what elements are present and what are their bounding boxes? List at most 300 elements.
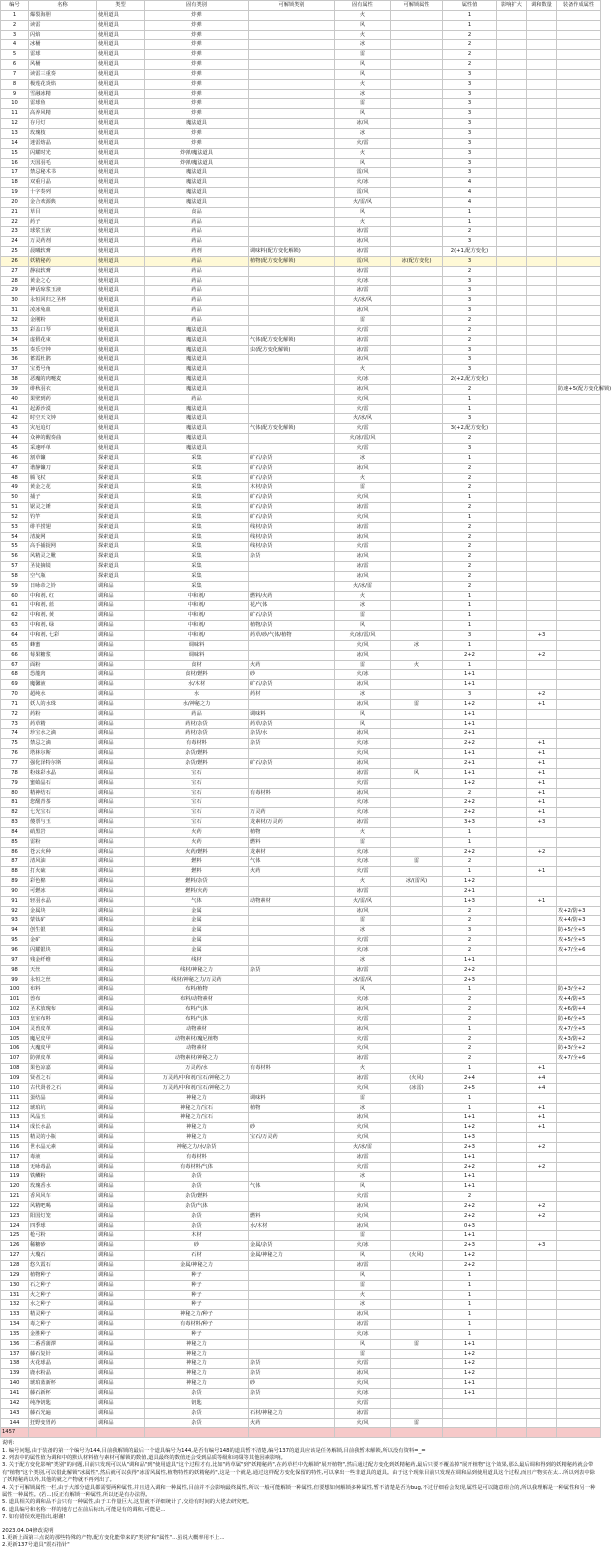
table-cell: [249, 1270, 335, 1280]
table-cell: 杂货: [249, 1369, 335, 1379]
table-cell: 火/雷: [335, 778, 391, 788]
table-cell: [391, 916, 443, 926]
table-cell: [249, 286, 335, 296]
table-row: [1, 591, 601, 601]
table-cell: [497, 296, 527, 306]
table-cell: 调和品: [97, 1329, 145, 1339]
table-cell: [557, 316, 601, 326]
table-cell: [527, 562, 557, 572]
column-header: 装备作成属性: [557, 1, 601, 11]
table-row: [1, 1398, 601, 1408]
table-row: [1, 1221, 601, 1231]
table-cell: [557, 581, 601, 591]
table-cell: 风: [335, 158, 391, 168]
table-cell: [497, 1182, 527, 1192]
table-cell: 永恒回归之圣杯: [29, 296, 97, 306]
table-cell: 88: [1, 867, 29, 877]
table-cell: [527, 1034, 557, 1044]
table-row: [1, 670, 601, 680]
table-row: [1, 453, 601, 463]
table-cell: 调和品: [97, 1162, 145, 1172]
table-cell: 冰/雷: [335, 562, 391, 572]
table-cell: [527, 483, 557, 493]
table-cell: 3: [443, 148, 497, 158]
table-cell: +2: [527, 690, 557, 700]
table-cell: 使用道具: [97, 286, 145, 296]
table-cell: 调和品: [97, 1093, 145, 1103]
table-cell: 调和品: [97, 611, 145, 621]
table-cell: [249, 946, 335, 956]
table-cell: 2+2: [443, 739, 497, 749]
notes-section: [0, 1438, 600, 1550]
table-cell: 调和品: [97, 808, 145, 818]
table-cell: 杂货: [145, 1211, 249, 1221]
table-cell: [391, 896, 443, 906]
table-cell: [249, 266, 335, 276]
summary-cell: [497, 1428, 527, 1438]
table-cell: 永恒之丝: [29, 975, 97, 985]
table-cell: [497, 217, 527, 227]
table-cell: 2+2: [443, 1261, 497, 1271]
table-cell: [391, 1201, 443, 1211]
table-cell: 2+3: [443, 1142, 497, 1152]
table-cell: 调和品: [97, 680, 145, 690]
table-cell: 1+1: [443, 1379, 497, 1389]
table-row: [1, 256, 601, 266]
table-cell: 炸弹: [145, 60, 249, 70]
table-cell: [249, 325, 335, 335]
table-cell: 禁忌秘术书: [29, 168, 97, 178]
table-cell: 调和品: [97, 1261, 145, 1271]
table-cell: 杂货: [145, 1408, 249, 1418]
table-cell: 2: [443, 503, 497, 513]
table-cell: [391, 837, 443, 847]
table-cell: 防速+5(配方变化解锁): [557, 384, 601, 394]
table-cell: 中和剂, 红: [29, 591, 97, 601]
table-cell: [557, 955, 601, 965]
table-cell: 126: [1, 1241, 29, 1251]
table-cell: 圣徒摘镜: [29, 562, 97, 572]
table-cell: 金合欢源典: [29, 197, 97, 207]
table-cell: 雷: [335, 483, 391, 493]
table-cell: 炸弹: [145, 30, 249, 40]
table-cell: [527, 1369, 557, 1379]
table-cell: 1: [443, 867, 497, 877]
table-cell: 动物素材: [145, 1044, 249, 1054]
table-cell: 粉妹彩水晶: [29, 768, 97, 778]
table-cell: 药品: [145, 227, 249, 237]
table-cell: [391, 1280, 443, 1290]
table-cell: [557, 247, 601, 257]
table-cell: +1: [527, 1123, 557, 1133]
table-cell: [497, 158, 527, 168]
table-cell: 雷球鱼: [29, 99, 97, 109]
table-cell: [527, 936, 557, 946]
table-cell: [249, 886, 335, 896]
table-cell: 燃料: [249, 837, 335, 847]
table-row: [1, 1182, 601, 1192]
table-cell: [557, 227, 601, 237]
table-cell: [391, 394, 443, 404]
table-cell: [497, 89, 527, 99]
note-line: 1. 编号问题,由于装备的第一个编号为144,目前我解锁的最后一个道具编号为144,是否有编号148的道具暂不清楚,编号137的道具应该是任务解锁,目前我暂未解锁,所以没有资料=_=: [2, 1447, 426, 1454]
table-cell: [557, 1221, 601, 1231]
table-cell: 冰/雷: [335, 818, 391, 828]
table-cell: 雷球: [29, 50, 97, 60]
table-cell: 89: [1, 877, 29, 887]
table-row: [1, 729, 601, 739]
table-cell: 冰/风: [335, 1024, 391, 1034]
table-cell: [557, 699, 601, 709]
table-cell: [497, 591, 527, 601]
table-cell: 1+1: [443, 1182, 497, 1192]
table-cell: [557, 1379, 601, 1389]
table-cell: [557, 1162, 601, 1172]
table-cell: [527, 532, 557, 542]
table-cell: 火: [335, 473, 391, 483]
table-cell: 冰/雷: [335, 247, 391, 257]
table-cell: 风: [335, 985, 391, 995]
table-row: [1, 1379, 601, 1389]
table-cell: [497, 1083, 527, 1093]
table-cell: 108: [1, 1064, 29, 1074]
table-cell: 魔馨液: [29, 680, 97, 690]
table-cell: 打火硫: [29, 867, 97, 877]
table-cell: 调和品: [97, 886, 145, 896]
table-cell: 成长水晶: [29, 1123, 97, 1133]
table-cell: 25: [1, 247, 29, 257]
table-row: [1, 345, 601, 355]
table-cell: [391, 404, 443, 414]
table-cell: [527, 424, 557, 434]
table-row: [1, 877, 601, 887]
table-row: [1, 611, 601, 621]
table-cell: [391, 1093, 443, 1103]
table-cell: [557, 473, 601, 483]
table-row: [1, 798, 601, 808]
table-cell: +2: [527, 1142, 557, 1152]
table-cell: 冰/(雷风): [391, 877, 443, 887]
table-cell: 2+2: [443, 1162, 497, 1172]
table-cell: [497, 345, 527, 355]
table-cell: 金刚粉: [29, 316, 97, 326]
table-cell: [391, 375, 443, 385]
table-cell: 药品: [145, 266, 249, 276]
table-cell: 调和品: [97, 1270, 145, 1280]
table-cell: 万灵药/水: [145, 1064, 249, 1074]
table-cell: 调和品: [97, 690, 145, 700]
table-cell: 冰/雷: [335, 266, 391, 276]
table-cell: 3: [443, 128, 497, 138]
table-cell: 调和品: [97, 650, 145, 660]
table-cell: +3: [527, 631, 557, 641]
table-cell: [557, 109, 601, 119]
table-cell: [497, 1123, 527, 1133]
table-cell: 调和品: [97, 1408, 145, 1418]
table-cell: [391, 680, 443, 690]
table-cell: 1+2: [443, 1349, 497, 1359]
table-row: [1, 217, 601, 227]
table-cell: [527, 965, 557, 975]
table-cell: [527, 266, 557, 276]
table-cell: 111: [1, 1093, 29, 1103]
table-cell: 火: [335, 827, 391, 837]
table-cell: [557, 896, 601, 906]
table-cell: 药品: [145, 394, 249, 404]
table-cell: 冰/风: [335, 1369, 391, 1379]
table-cell: 燃料/杂货: [145, 877, 249, 887]
table-cell: [557, 394, 601, 404]
table-cell: 61: [1, 601, 29, 611]
table-cell: 读雷三重奏: [29, 69, 97, 79]
table-row: [1, 906, 601, 916]
table-cell: [391, 483, 443, 493]
table-cell: [527, 1044, 557, 1054]
table-cell: 蓄霞杜鹃: [29, 355, 97, 365]
table-cell: 石之种子: [29, 1280, 97, 1290]
table-cell: [527, 571, 557, 581]
table-cell: [527, 1172, 557, 1182]
table-cell: [527, 404, 557, 414]
table-cell: 80: [1, 788, 29, 798]
table-cell: [497, 1251, 527, 1261]
table-cell: +1: [527, 1064, 557, 1074]
table-cell: 74: [1, 729, 29, 739]
table-cell: 矿石/杂货: [249, 611, 335, 621]
table-cell: 冰/风: [335, 1310, 391, 1320]
table-cell: [557, 522, 601, 532]
table-cell: 2+5: [443, 1083, 497, 1093]
table-cell: [527, 601, 557, 611]
table-row: [1, 463, 601, 473]
table-cell: 火药: [145, 837, 249, 847]
table-cell: 3: [443, 345, 497, 355]
table-cell: 杂货/水: [249, 729, 335, 739]
table-cell: 调和品: [97, 1044, 145, 1054]
table-row: [1, 424, 601, 434]
column-header: 影响扩大: [497, 1, 527, 11]
table-cell: 62: [1, 611, 29, 621]
table-cell: 矿石/杂货: [249, 453, 335, 463]
table-cell: [249, 1083, 335, 1093]
table-cell: [391, 1270, 443, 1280]
table-cell: 攻+2/防+3: [557, 906, 601, 916]
table-cell: 调和品: [97, 1024, 145, 1034]
table-cell: 攻+3/防+2: [557, 1034, 601, 1044]
table-cell: 果色凉嘉: [29, 1064, 97, 1074]
table-cell: 2(+2,配方变化): [443, 375, 497, 385]
table-cell: 金胜种子: [29, 1329, 97, 1339]
table-cell: [391, 1211, 443, 1221]
table-cell: [557, 79, 601, 89]
table-cell: 探索道具: [97, 552, 145, 562]
table-cell: 调和品: [97, 1280, 145, 1290]
table-cell: 2: [443, 1054, 497, 1064]
table-cell: 使用道具: [97, 325, 145, 335]
table-cell: [557, 591, 601, 601]
table-cell: [391, 1349, 443, 1359]
table-cell: [557, 1073, 601, 1083]
table-cell: [249, 1310, 335, 1320]
table-cell: 龙素材/万灵药: [249, 818, 335, 828]
table-cell: 冰/风: [335, 699, 391, 709]
table-cell: 采集: [145, 503, 249, 513]
table-cell: 使用道具: [97, 128, 145, 138]
table-cell: 127: [1, 1251, 29, 1261]
table-cell: 使用道具: [97, 424, 145, 434]
table-cell: +1: [527, 699, 557, 709]
table-cell: 使用道具: [97, 296, 145, 306]
table-cell: 魔法道具: [145, 345, 249, 355]
table-cell: [249, 306, 335, 316]
table-cell: [527, 296, 557, 306]
table-cell: 2: [443, 946, 497, 956]
table-cell: 47: [1, 463, 29, 473]
table-cell: 火/冰: [335, 1329, 391, 1339]
table-cell: 日咏帝之铃: [29, 581, 97, 591]
table-cell: 杂货: [249, 739, 335, 749]
table-cell: 4: [1, 40, 29, 50]
table-cell: 1: [443, 660, 497, 670]
table-cell: 火/风: [335, 1083, 391, 1093]
table-cell: 药品: [145, 256, 249, 266]
table-cell: 雷/风: [335, 256, 391, 266]
table-cell: [497, 1359, 527, 1369]
table-cell: [527, 463, 557, 473]
table-cell: 中和剂, 蓝: [29, 601, 97, 611]
table-cell: 调和品: [97, 1241, 145, 1251]
table-cell: [557, 483, 601, 493]
table-cell: [497, 1231, 527, 1241]
table-cell: 火/风: [335, 1379, 391, 1389]
table-cell: [391, 827, 443, 837]
table-cell: [497, 79, 527, 89]
table-cell: 草目: [29, 207, 97, 217]
table-cell: 植物种子: [29, 1270, 97, 1280]
table-cell: 2+1: [443, 729, 497, 739]
table-cell: [497, 896, 527, 906]
table-cell: 魔法道具: [145, 188, 249, 198]
table-cell: +4: [527, 1073, 557, 1083]
table-cell: 矿石/杂货: [249, 758, 335, 768]
table-cell: [391, 1142, 443, 1152]
table-cell: 调和品: [97, 1339, 145, 1349]
table-cell: [249, 1192, 335, 1202]
table-cell: 火/风: [335, 1211, 391, 1221]
summary-row: [1, 1428, 601, 1438]
table-row: [1, 1300, 601, 1310]
table-cell: [527, 955, 557, 965]
table-cell: [497, 965, 527, 975]
table-cell: [249, 768, 335, 778]
table-row: [1, 109, 601, 119]
table-cell: 4: [443, 178, 497, 188]
table-cell: [557, 286, 601, 296]
table-cell: 冰: [335, 926, 391, 936]
table-cell: 调和品: [97, 1251, 145, 1261]
table-cell: [249, 1014, 335, 1024]
table-row: [1, 778, 601, 788]
table-cell: 24: [1, 237, 29, 247]
table-cell: +2: [527, 1201, 557, 1211]
table-cell: 3: [443, 99, 497, 109]
table-cell: 探索道具: [97, 562, 145, 572]
table-cell: [557, 1113, 601, 1123]
table-cell: 6: [1, 60, 29, 70]
table-cell: 神秘之力: [145, 1133, 249, 1143]
table-row: [1, 1034, 601, 1044]
table-cell: [497, 414, 527, 424]
table-cell: 2: [443, 463, 497, 473]
table-cell: 残金纤维: [29, 955, 97, 965]
table-cell: [497, 1142, 527, 1152]
table-cell: [497, 1320, 527, 1330]
table-cell: 调和品: [97, 1320, 145, 1330]
table-cell: 火: [335, 1290, 391, 1300]
table-cell: 神秘之力: [145, 1349, 249, 1359]
table-cell: 调和品: [97, 640, 145, 650]
table-cell: 毒之种子: [29, 1320, 97, 1330]
table-cell: 万灵药剂: [29, 237, 97, 247]
table-cell: [497, 276, 527, 286]
table-cell: +2: [527, 847, 557, 857]
table-cell: 果壁到药: [29, 394, 97, 404]
table-cell: [527, 217, 557, 227]
table-row: [1, 699, 601, 709]
table-cell: [391, 217, 443, 227]
table-cell: 采速呼单: [29, 443, 97, 453]
table-cell: +1: [527, 1113, 557, 1123]
table-cell: 27: [1, 266, 29, 276]
table-cell: [557, 778, 601, 788]
table-row: [1, 20, 601, 30]
table-cell: 雷/风: [335, 168, 391, 178]
table-cell: 132: [1, 1300, 29, 1310]
table-cell: 104: [1, 1024, 29, 1034]
table-cell: [527, 355, 557, 365]
table-cell: 火/冰/风: [335, 414, 391, 424]
table-cell: [557, 1418, 601, 1428]
table-cell: 冰/风: [335, 788, 391, 798]
table-cell: [557, 768, 601, 778]
table-cell: [391, 690, 443, 700]
table-cell: [557, 690, 601, 700]
table-cell: [391, 296, 443, 306]
table-cell: 药材/杂货: [145, 719, 249, 729]
table-cell: 2: [443, 1005, 497, 1015]
table-cell: [557, 965, 601, 975]
table-cell: 金属/杂货: [249, 1241, 335, 1251]
note-line: 4. 关于可解锁属性一栏,由于大部分道具都需要两种属性,并且进入调和一种属性,目前并不会影响最终属性,所以一般可能解锁一种属性,但要想如何解锁多种属性,暂不清楚是否为bug,不过仔细看会发现,属性是可以随意组合的,所以我理解是一种属性和另一种属性一种属性。(若...)反正有解锁一种属性,所以还是有办法得。: [2, 1484, 596, 1499]
table-cell: [249, 384, 335, 394]
table-cell: 炸弹: [145, 79, 249, 89]
table-cell: 76: [1, 749, 29, 759]
table-cell: 调和品: [97, 1310, 145, 1320]
table-cell: 使用道具: [97, 217, 145, 227]
table-cell: 金属: [145, 936, 249, 946]
table-cell: 药品: [145, 316, 249, 326]
table-row: [1, 965, 601, 975]
table-cell: [391, 434, 443, 444]
table-cell: [527, 60, 557, 70]
table-cell: 您醒青茶: [29, 798, 97, 808]
table-cell: [527, 443, 557, 453]
table-cell: [497, 335, 527, 345]
table-cell: 万灵药: [249, 808, 335, 818]
table-cell: 火/冰: [335, 739, 391, 749]
table-row: [1, 365, 601, 375]
table-cell: [249, 1005, 335, 1015]
